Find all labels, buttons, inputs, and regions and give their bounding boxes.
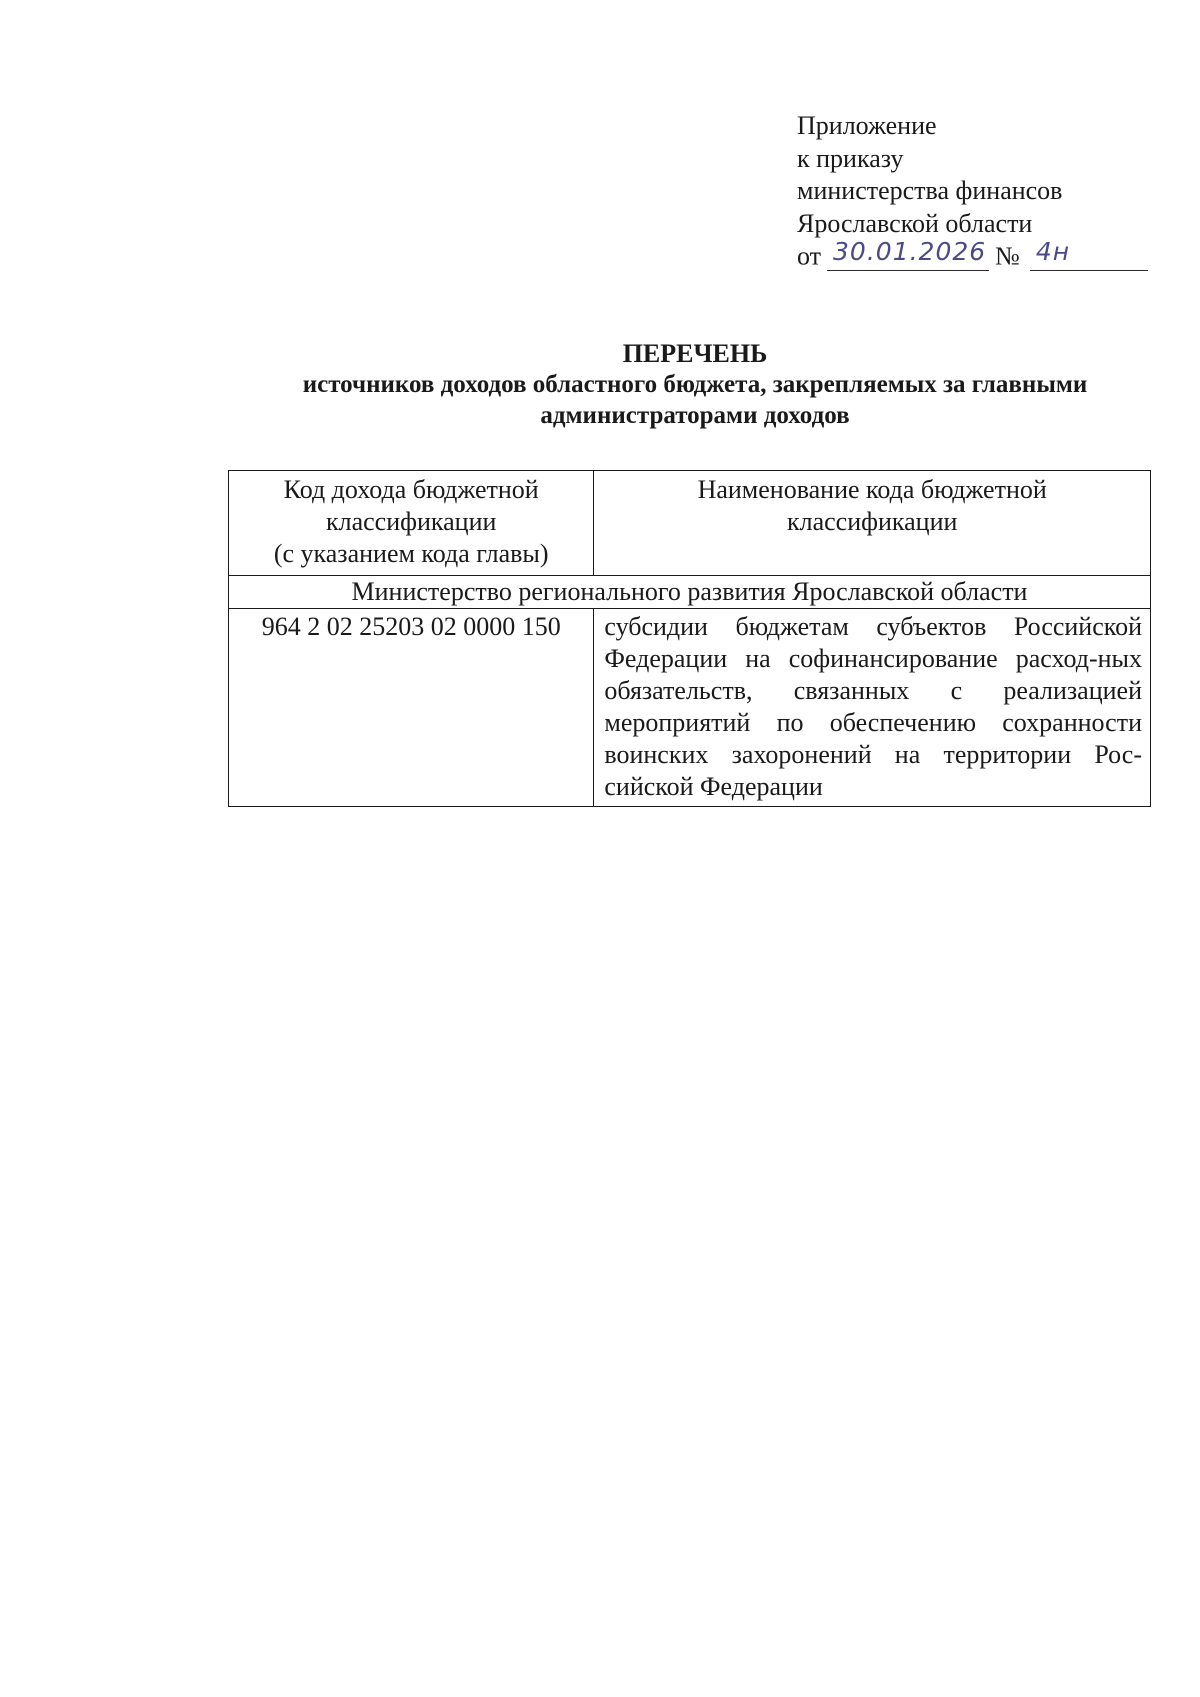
section-title: Министерство регионального развития Ярославской области: [229, 576, 1151, 609]
order-date-value: 30.01.2026: [833, 236, 987, 266]
document-title: ПЕРЕЧЕНЬ: [622, 339, 768, 368]
appendix-block: [797, 110, 1148, 273]
document-heading: [120, 338, 1200, 431]
order-date-number-line: [797, 236, 1148, 273]
table-header-row: [229, 471, 1151, 576]
document-subtitle-line-2: администраторами доходов: [540, 402, 850, 429]
appendix-line-4: Ярославской области: [797, 208, 1033, 238]
header-name: [594, 471, 1151, 576]
from-label: от: [797, 241, 822, 271]
appendix-line-2: к приказу: [797, 143, 904, 173]
appendix-line-3: министерства финансов: [797, 176, 1063, 205]
revenue-sources-table: [228, 470, 1151, 807]
revenue-code: 964 2 02 25203 02 0000 150: [229, 609, 594, 807]
header-name-line-1: Наименование кода бюджетной: [697, 475, 1047, 504]
document-subtitle-line-1: источников доходов областного бюджета, закрепляемых за главными: [302, 371, 1088, 398]
section-row: [229, 576, 1151, 609]
revenue-name: субсидии бюджетам субъектов Российской Федерации на софинансирование расход-ных обязательств, связанных с реализацией мероприятий по обеспечению сохранности воинских захоронений на территории Рос-сийской Федерации: [594, 609, 1151, 807]
header-code: [229, 471, 594, 576]
header-code-line-2: классификации: [325, 507, 497, 536]
order-number-field: [1030, 236, 1148, 271]
appendix-line-1: Приложение: [797, 111, 937, 140]
order-number-value: 4н: [1035, 236, 1071, 266]
header-name-line-2: классификации: [786, 507, 958, 536]
header-code-line-3: (с указанием кода главы): [273, 539, 549, 568]
header-code-line-1: Код дохода бюджетной: [283, 475, 539, 504]
number-label: №: [995, 241, 1020, 271]
order-date-field: [827, 236, 989, 271]
table-row: [229, 609, 1151, 807]
